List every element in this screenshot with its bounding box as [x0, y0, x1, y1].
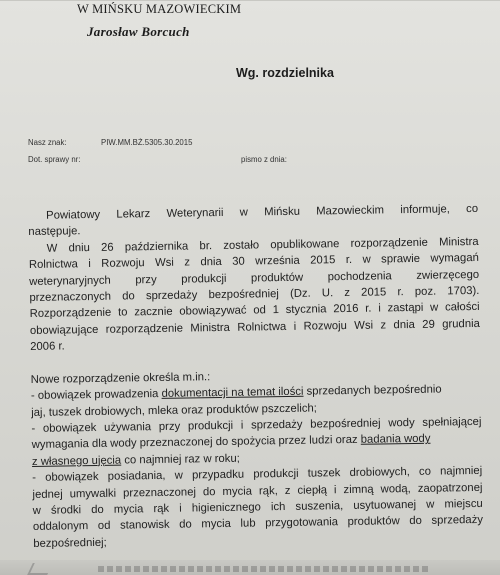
our-ref-label: Nasz znak: — [28, 138, 67, 147]
case-no-label: Dot. sprawy nr: — [28, 155, 81, 164]
body-line: weterynaryjnych przy produkcji produktów pochodzenia zwierzęcego — [29, 268, 480, 288]
list-item-text: sprzedanych bezpośrednio — [303, 383, 442, 398]
list-item-text: co najmniej raz w roku; — [121, 452, 240, 467]
body-line: Rozporządzenie to zacznie obowiązywać od 1 stycznia 2016 r. i zastąpi w całości — [29, 301, 480, 321]
our-ref-value: PIW.MM.BŻ.5305.30.2015 — [101, 138, 193, 147]
header-signatory-name: Jarosław Borcuch — [87, 24, 190, 39]
list-item-cont: w środki do mycia rąk i higienicznego ich suszenia, usytuowanej w miejscu — [32, 497, 483, 517]
list-item-text: - obowiązek prowadzenia — [30, 388, 162, 403]
underlined-phrase: badania wody — [360, 433, 431, 447]
letter-body — [28, 201, 483, 552]
body-line: Powiatowy Lekarz Weterynarii w Mińsku Mazowieckim informuje, co — [46, 202, 479, 222]
body-line: Rolnictwa i Rozwoju Wsi z dnia 30 września 2015 r. w sprawie wymagań — [28, 252, 479, 272]
list-item: - obowiązek używania przy produkcji i sprzedaży bezpośredniej wody spełniającej — [31, 415, 482, 436]
page-edge — [0, 0, 500, 1]
list-item-cont: oddalonym od stanowisk do mycia lub przygotowania produktów do sprzedaży — [32, 514, 484, 534]
letter-date-label: pismo z dnia: — [241, 155, 287, 164]
body-line: przeznaczonych do sprzedaży bezpośredniej (Dz. U. z 2015 r. poz. 1703). — [29, 284, 480, 304]
list-item: - obowiązek posiadania, w przypadku produkcji tuszek drobiowych, co najmniej — [32, 465, 483, 485]
underlined-phrase: dokumentacji na temat ilości — [161, 385, 304, 401]
recipient-line: Wg. rozdzielnika — [236, 66, 334, 80]
body-line: obowiązujące rozporządzenie Ministra Rolnictwa i Rozwoju Wsi z dnia 29 grudnia — [29, 317, 480, 337]
list-item-cont: jaj, tuszek drobiowych, mleka oraz produktów pszczelich; — [31, 402, 317, 419]
body-line: 2006 r. — [30, 340, 65, 354]
list-item-cont: jednej umywalki przeznaczonej do mycia rąk, z ciepłą i zimną wodą, zaopatrzonej — [32, 481, 483, 501]
body-line: następuje. — [28, 225, 81, 239]
list-intro: Nowe rozporządzenie określa m.in.: — [30, 371, 211, 386]
header-city: W MIŃSKU MAZOWIECKIM — [77, 2, 242, 16]
list-item-cont: bezpośredniej; — [33, 536, 107, 550]
list-item-text: wymagania dla wody przeznaczonej do spożycia przez ludzi oraz — [31, 434, 361, 452]
underlined-phrase: z własnego ujęcia — [31, 454, 122, 468]
cut-off-footer-text — [98, 566, 428, 572]
body-line: W dniu 26 października br. zostało opublikowane rozporządzenie Ministra — [46, 235, 479, 255]
